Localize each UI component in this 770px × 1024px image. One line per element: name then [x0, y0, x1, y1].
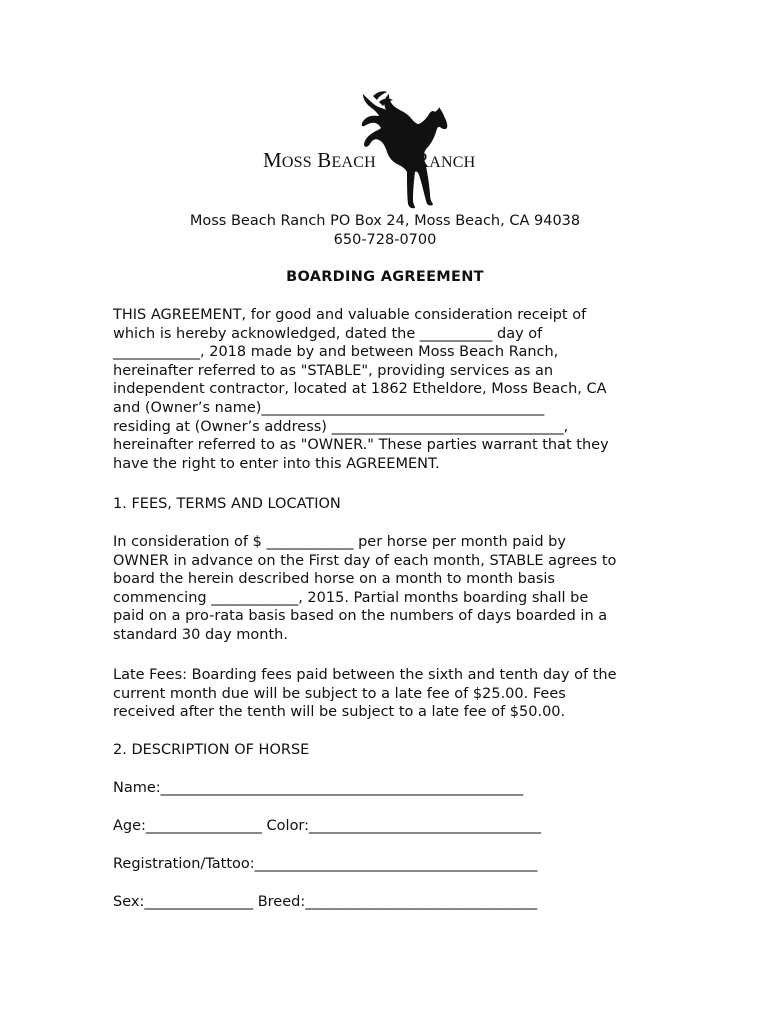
fees-paragraph — [113, 533, 673, 645]
late-fees-line: current month due will be subject to a late fee of $25.00. Fees — [113, 685, 566, 702]
horse-name-field[interactable]: Name:__________________________________________________ — [113, 780, 524, 796]
fees-line: board the herein described horse on a month to month basis — [113, 571, 555, 588]
intro-line: hereinafter referred to as "STABLE", providing services as an — [113, 362, 554, 379]
intro-line: and (Owner’s name)_______________________________________ — [113, 399, 545, 416]
fees-line: paid on a pro-rata basis based on the numbers of days boarded in a — [113, 608, 608, 625]
document-title: BOARDING AGREEMENT — [286, 269, 484, 285]
late-fees-line: received after the tenth will be subject to a late fee of $50.00. — [113, 704, 566, 721]
horse-registration-field[interactable]: Registration/Tattoo:_______________________________________ — [113, 856, 538, 872]
fees-line: In consideration of $ ____________ per horse per month paid by — [113, 534, 566, 550]
intro-line: ____________, 2018 made by and between Moss Beach Ranch, — [113, 344, 559, 361]
fees-line: OWNER in advance on the First day of each month, STABLE agrees to — [113, 552, 617, 569]
horse-sex-breed-field[interactable]: Sex:_______________ Breed:________________________________ — [113, 894, 538, 910]
ranch-phone: 650-728-0700 — [333, 232, 437, 248]
fees-line: standard 30 day month. — [113, 626, 288, 643]
moss-beach-ranch-logo — [260, 90, 510, 212]
intro-paragraph — [113, 306, 673, 473]
section-2-heading: 2. DESCRIPTION OF HORSE — [113, 742, 310, 758]
intro-line: have the right to enter into this AGREEMENT. — [113, 455, 440, 472]
intro-line: THIS AGREEMENT, for good and valuable consideration receipt of — [113, 307, 587, 323]
late-fees-line: Late Fees: Boarding fees paid between the sixth and tenth day of the — [113, 667, 617, 683]
intro-line: independent contractor, located at 1862 Etheldore, Moss Beach, CA — [113, 381, 607, 398]
ranch-address: Moss Beach Ranch PO Box 24, Moss Beach, CA 94038 — [189, 213, 581, 229]
intro-line: which is hereby acknowledged, dated the __________ day of — [113, 325, 543, 342]
intro-line: residing at (Owner’s address) ________________________________, — [113, 418, 569, 435]
fees-line: commencing ____________, 2015. Partial months boarding shall be — [113, 589, 589, 606]
logo-word-left: MOSS BEACH — [263, 148, 376, 172]
horse-age-color-field[interactable]: Age:________________ Color:________________________________ — [113, 818, 542, 834]
late-fees-paragraph — [113, 666, 673, 722]
intro-line: hereinafter referred to as "OWNER." These parties warrant that they — [113, 437, 609, 454]
section-1-heading: 1. FEES, TERMS AND LOCATION — [113, 496, 341, 512]
logo-word-right: RANCH — [415, 148, 476, 172]
